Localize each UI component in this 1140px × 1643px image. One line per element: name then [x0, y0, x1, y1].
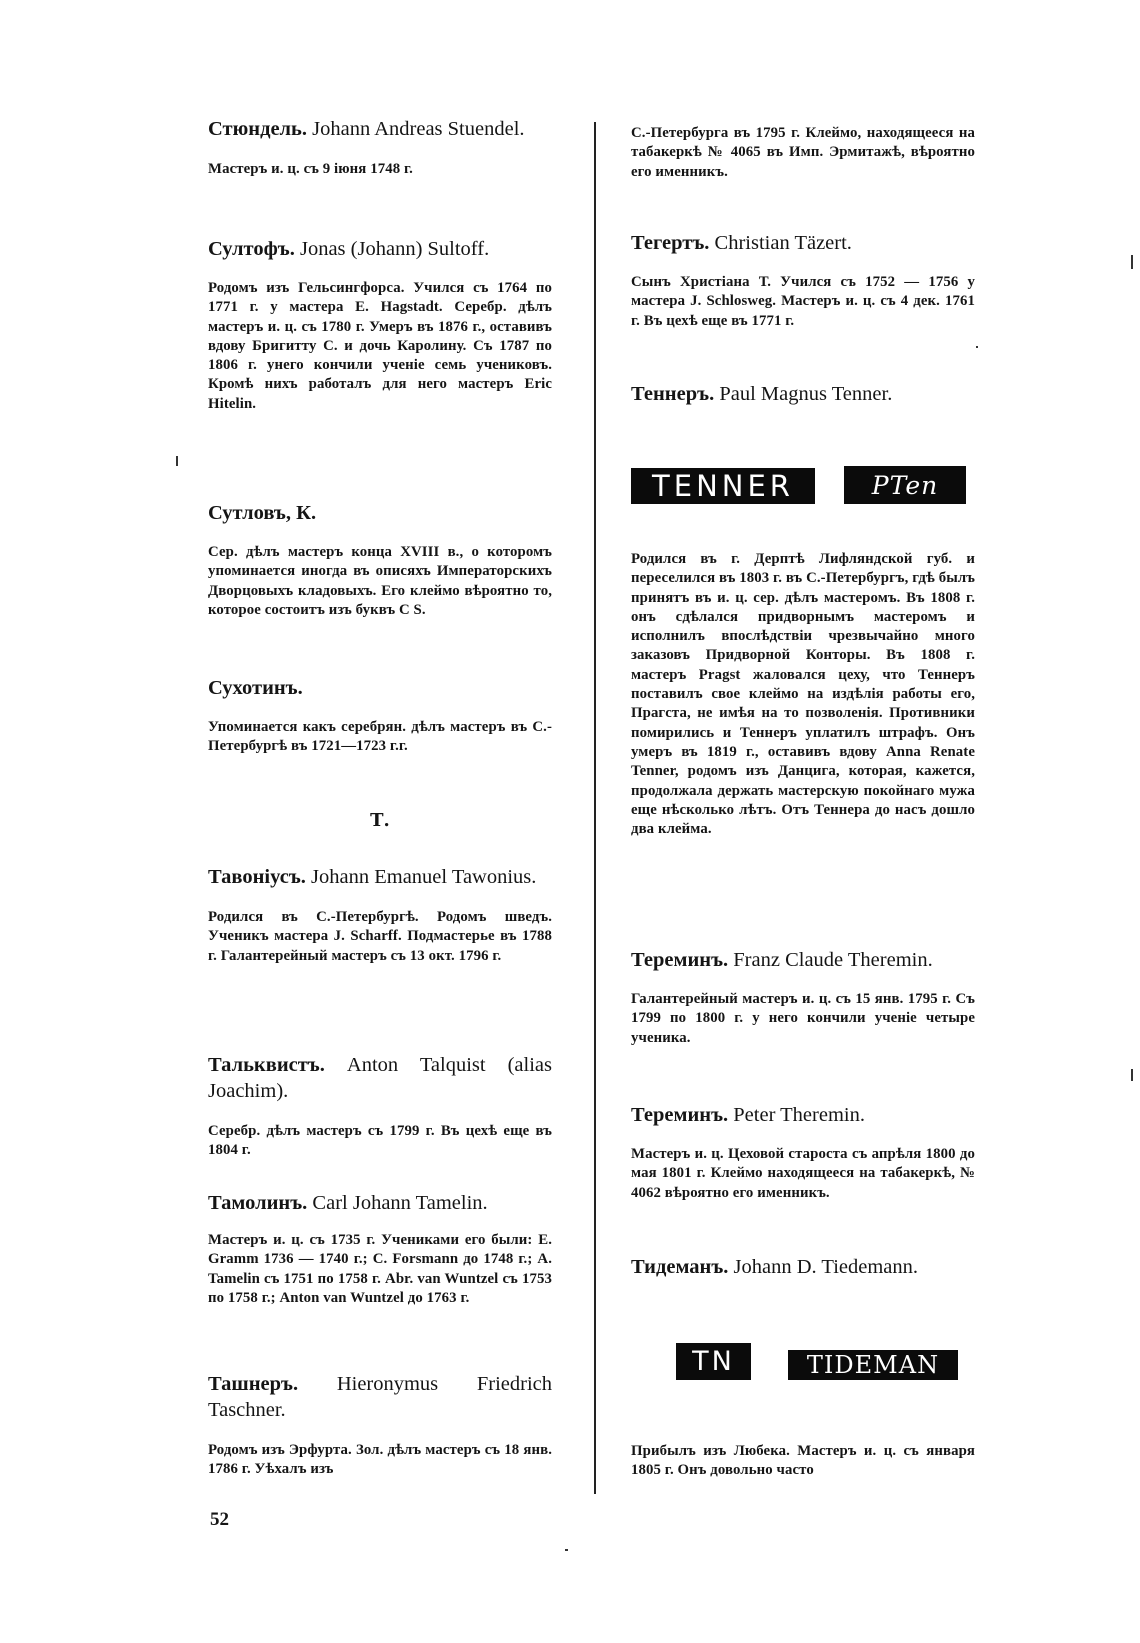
scan-speck [565, 1549, 568, 1551]
entry-tegert [631, 230, 975, 331]
entry-heading [631, 381, 975, 407]
hallmark-tenner: TENNER [631, 468, 815, 504]
entry-continuation [631, 124, 975, 182]
entry-heading [631, 1102, 975, 1128]
heading-latin: Paul Magnus Tenner. [719, 383, 893, 405]
heading-russian: Тегертъ. [631, 232, 710, 254]
entry-talkvist [208, 1052, 552, 1161]
scan-speck [976, 346, 978, 348]
page-number: 52 [210, 1509, 229, 1530]
hallmark-tn: TN [676, 1343, 751, 1380]
heading-latin: Christian Täzert. [714, 232, 852, 254]
heading-latin: Peter Theremin. [733, 1104, 865, 1126]
entry-heading [631, 1254, 975, 1280]
entry-tiedemann [631, 1254, 975, 1280]
heading-latin: Carl Johann Tamelin. [312, 1192, 488, 1214]
heading-russian: Тидеманъ. [631, 1256, 729, 1278]
entry-tiedemann-text [631, 1442, 975, 1481]
heading-russian: Ташнеръ. [208, 1373, 299, 1395]
entry-heading [208, 1052, 552, 1104]
entry-tenner [631, 381, 975, 407]
entry-heading [208, 1190, 552, 1216]
entry-heading [631, 230, 975, 256]
hallmark-tideman: TIDEMAN [788, 1350, 958, 1380]
entry-heading [208, 675, 552, 701]
entry-heading [208, 1371, 552, 1423]
entry-sultoff [208, 236, 552, 414]
entry-heading [208, 864, 552, 890]
entry-taschner [208, 1371, 552, 1480]
column-divider [594, 122, 596, 1494]
entry-stuendel [208, 116, 552, 179]
heading-russian: Султофъ. [208, 238, 295, 260]
heading-russian: Тальквистъ. [208, 1054, 325, 1076]
heading-latin: Johann D. Tiedemann. [733, 1256, 919, 1278]
entry-text: Мастеръ и. ц. Цеховой староста съ апрѣля 1800 до мая 1801 г. Клеймо находящееся на табакеркѣ, № 4062 вѣроятно его именникъ. [631, 1146, 975, 1201]
scan-speck [1131, 255, 1133, 269]
heading-russian: Тереминъ. [631, 949, 729, 971]
entry-sukhotin [208, 675, 552, 757]
entry-heading [208, 116, 552, 142]
heading-russian: Стюндель. [208, 118, 308, 140]
entry-text: Родился въ С.-Петербургѣ. Родомъ шведъ. Ученикъ мастера J. Scharff. Подмастерье въ 1788 г. Галантерейный мастеръ съ 13 окт. 1796 г. [208, 909, 552, 964]
entry-text: Мастеръ и. ц. съ 9 іюня 1748 г. [208, 161, 413, 177]
entry-text: Сер. дѣлъ мастеръ конца XVIII в., о которомъ упоминается иногда въ описяхъ Императорскихъ Дворцовыхъ кладовыхъ. Его клеймо вѣроятно то, которое состоитъ изъ буквъ C S. [208, 544, 552, 618]
heading-latin: Hieronymus Friedrich Taschner. [208, 1373, 552, 1421]
scan-speck [1131, 1069, 1133, 1081]
heading-russian: Сутловъ, К. [208, 502, 317, 524]
heading-russian: Тавоніусъ. [208, 866, 306, 888]
entry-heading [631, 947, 975, 973]
entry-tavonius [208, 864, 552, 966]
entry-text: С.-Петербурга въ 1795 г. Клеймо, находящееся на табакеркѣ № 4065 въ Имп. Эрмитажѣ, вѣроятно его именникъ. [631, 125, 975, 180]
entry-text: Родомъ изъ Гельсингфорса. Учился съ 1764 по 1771 г. у мастера E. Hagstadt. Серебр. дѣлъ мастеръ и. ц. съ 1780 г. Умеръ въ 1876 г., оставивъ вдову Бригитту С. и дочь Каролину. Съ 1787 по 1806 г. унего кончили ученіе семь учениковъ. Кромѣ нихъ работалъ для него мастеръ Eric Hitelin. [208, 280, 552, 412]
entry-text: Серебр. дѣлъ мастеръ съ 1799 г. Въ цехѣ еще въ 1804 г. [208, 1123, 552, 1159]
entry-heading [208, 236, 552, 262]
entry-theremin-franz [631, 947, 975, 1048]
entry-sutlov [208, 500, 552, 620]
section-letter: Т. [370, 810, 390, 831]
heading-russian: Тереминъ. [631, 1104, 729, 1126]
heading-latin: Jonas (Johann) Sultoff. [299, 238, 490, 260]
entry-text: Сынъ Христіана Т. Учился съ 1752 — 1756 у мастера J. Schlosweg. Мастеръ и. ц. съ 4 дек. 1761 г. Въ цехѣ еще въ 1771 г. [631, 274, 975, 329]
entry-text: Родомъ изъ Эрфурта. Зол. дѣлъ мастеръ съ 18 янв. 1786 г. Уѣхалъ изъ [208, 1442, 552, 1478]
heading-latin: Anton Talquist (alias Joachim). [208, 1054, 552, 1102]
entry-text: Родился въ г. Дерптѣ Лифляндской губ. и переселился въ 1803 г. въ С.-Петербургъ, гдѣ былъ принятъ въ и. ц. сер. дѣлъ мастеромъ. Въ 1808 г. онъ сдѣлался придворнымъ мастеромъ и исполнилъ впослѣдствіи чрезвычайно много заказовъ Придворной Конторы. Въ 1808 г. мастеръ Pragst жаловался цеху, что Теннеръ поставилъ свое клеймо на издѣлія работы его, Прагста, не имѣя на то позволенія. Противники помирились и Теннеръ уплатилъ штрафъ. Онъ умеръ въ 1819 г., оставивъ вдову Anna Renate Tenner, родомъ изъ Данцига, которая, кажется, продолжала держать мастерскую покойнаго мужа еще нѣсколько лѣтъ. Отъ Теннера до насъ дошло два клейма. [631, 551, 975, 838]
hallmark-script: PTen [844, 466, 966, 504]
entry-text: Галантерейный мастеръ и. ц. съ 15 янв. 1795 г. Съ 1799 по 1800 г. у него кончили ученіе четыре ученика. [631, 991, 975, 1046]
entry-text: Мастеръ и. ц. съ 1735 г. Учениками его были: E. Gramm 1736 — 1740 г.; C. Forsmann до 1748 г.; A. Tamelin съ 1751 по 1758 г. Abr. van Wuntzel съ 1753 по 1758 г.; Anton van Wuntzel до 1763 г. [208, 1232, 552, 1306]
heading-latin: Johann Emanuel Tawonius. [311, 866, 537, 888]
heading-russian: Тамолинъ. [208, 1192, 308, 1214]
heading-russian: Теннеръ. [631, 383, 715, 405]
entry-heading [208, 500, 552, 526]
scan-speck [176, 456, 178, 466]
entry-tenner-text [631, 550, 975, 839]
heading-russian: Сухотинъ. [208, 677, 303, 699]
entry-text: Прибылъ изъ Любека. Мастеръ и. ц. съ января 1805 г. Онъ довольно часто [631, 1443, 975, 1479]
entry-theremin-peter [631, 1102, 975, 1203]
entry-text: Упоминается какъ серебрян. дѣлъ мастеръ въ С.-Петербургѣ въ 1721—1723 г.г. [208, 719, 552, 755]
heading-latin: Johann Andreas Stuendel. [312, 118, 525, 140]
heading-latin: Franz Claude Theremin. [733, 949, 933, 971]
entry-tamelin [208, 1190, 552, 1308]
